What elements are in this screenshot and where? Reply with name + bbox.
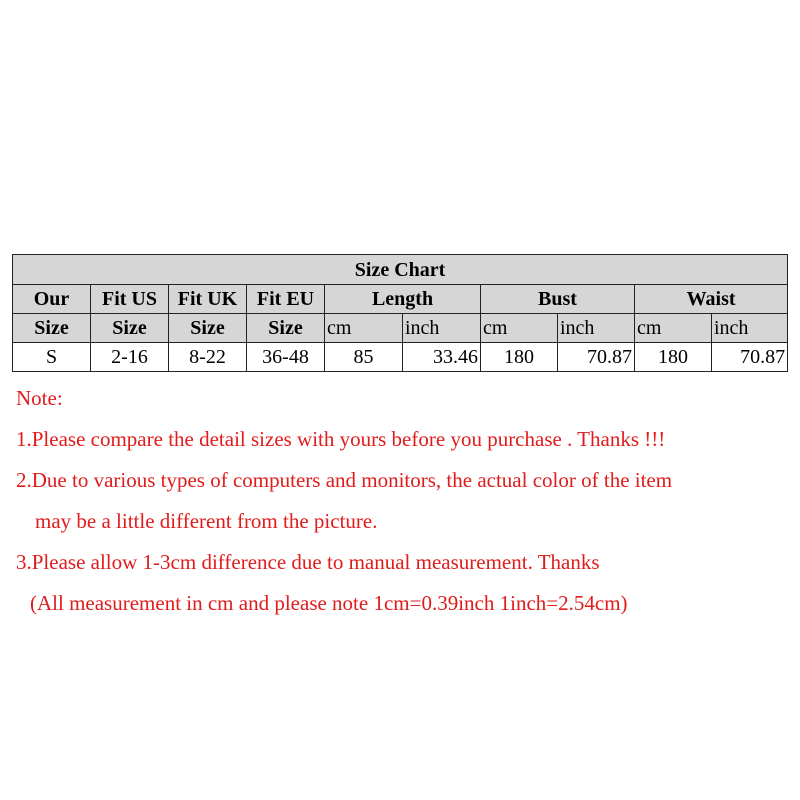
note-line-3: 3.Please allow 1-3cm difference due to manual measurement. Thanks <box>16 550 600 574</box>
cell-length-cm: 85 <box>325 343 403 372</box>
cell-uk: 8-22 <box>169 343 247 372</box>
subheader-uk-size: Size <box>169 314 247 343</box>
header-waist: Waist <box>635 285 788 314</box>
subheader-bust-cm: cm <box>481 314 558 343</box>
subheader-waist-cm: cm <box>635 314 712 343</box>
cell-bust-cm: 180 <box>481 343 558 372</box>
header-our: Our <box>13 285 91 314</box>
subheader-length-cm: cm <box>325 314 403 343</box>
header-fit-us: Fit US <box>91 285 169 314</box>
cell-waist-inch: 70.87 <box>712 343 788 372</box>
cell-size: S <box>13 343 91 372</box>
subheader-bust-inch: inch <box>558 314 635 343</box>
subheader-waist-inch: inch <box>712 314 788 343</box>
header-fit-uk: Fit UK <box>169 285 247 314</box>
cell-bust-inch: 70.87 <box>558 343 635 372</box>
header-length: Length <box>325 285 481 314</box>
subheader-eu-size: Size <box>247 314 325 343</box>
header-fit-eu: Fit EU <box>247 285 325 314</box>
subheader-our-size: Size <box>13 314 91 343</box>
size-chart-title: Size Chart <box>13 255 788 285</box>
cell-length-inch: 33.46 <box>403 343 481 372</box>
note-line-4: (All measurement in cm and please note 1cm=0.39inch 1inch=2.54cm) <box>30 591 628 615</box>
subheader-us-size: Size <box>91 314 169 343</box>
note-line-1: 1.Please compare the detail sizes with yours before you purchase . Thanks !!! <box>16 427 666 451</box>
header-bust: Bust <box>481 285 635 314</box>
cell-waist-cm: 180 <box>635 343 712 372</box>
cell-us: 2-16 <box>91 343 169 372</box>
note-line-2b: may be a little different from the picture. <box>35 509 378 533</box>
note-heading: Note: <box>16 386 63 410</box>
cell-eu: 36-48 <box>247 343 325 372</box>
note-line-2a: 2.Due to various types of computers and monitors, the actual color of the item <box>16 468 673 492</box>
subheader-length-inch: inch <box>403 314 481 343</box>
